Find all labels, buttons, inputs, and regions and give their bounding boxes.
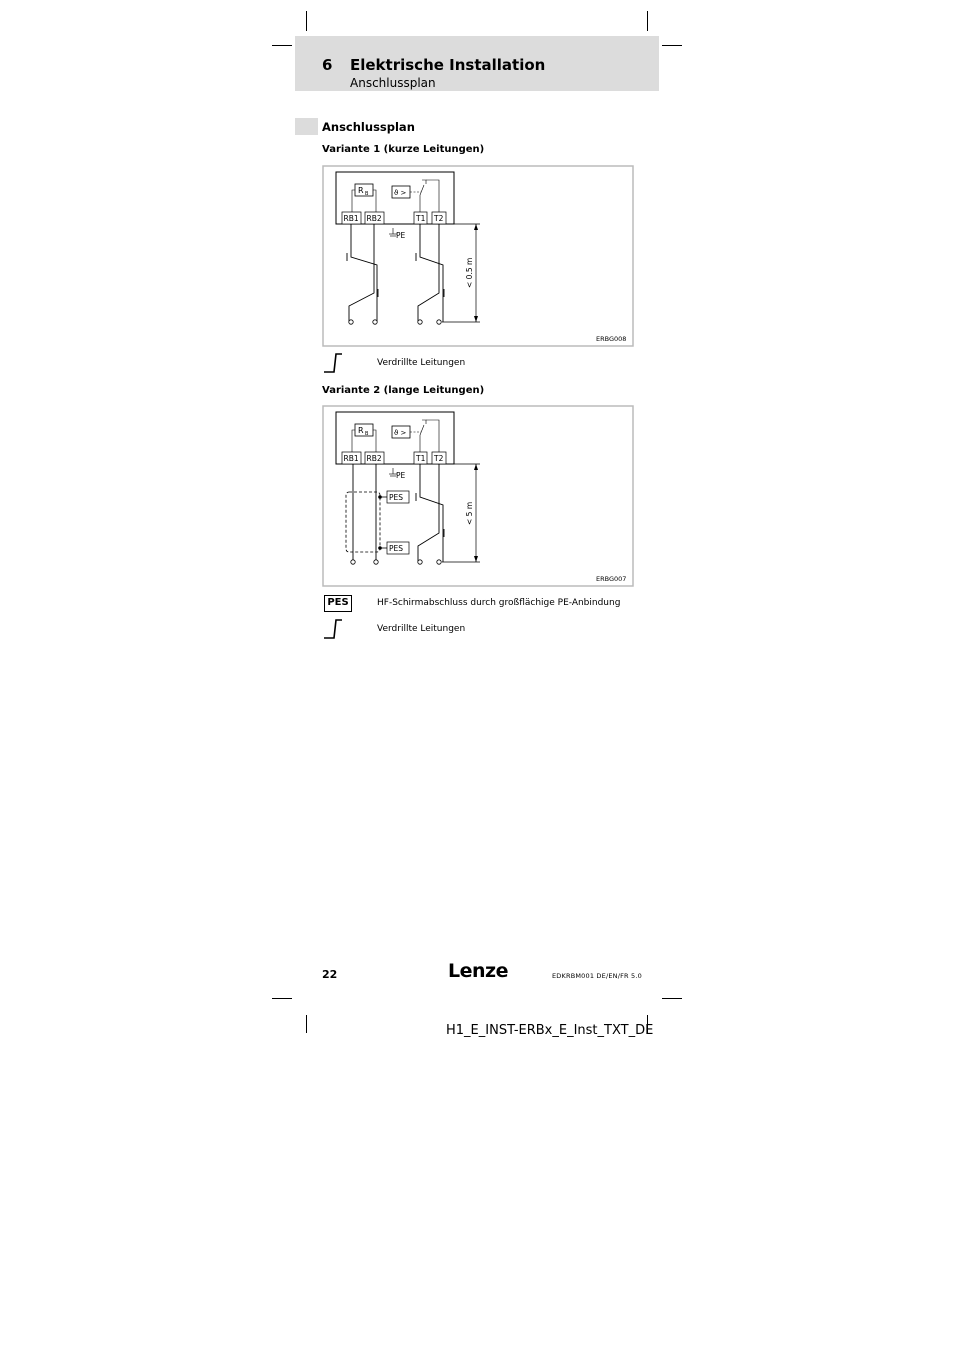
terminal-label: T2 bbox=[434, 214, 444, 223]
twisted-wire-text: Verdrillte Leitungen bbox=[377, 358, 466, 368]
terminal-label: RB2 bbox=[366, 214, 382, 223]
crop-mark bbox=[662, 998, 682, 999]
variant2-title: Variante 2 (lange Leitungen) bbox=[322, 385, 485, 396]
resistor-label: R bbox=[358, 426, 364, 435]
wiring-diagram-variant1 bbox=[322, 165, 634, 348]
crop-mark bbox=[272, 998, 292, 999]
chapter-title: Elektrische Installation bbox=[350, 56, 546, 74]
thermo-label: ϑ > bbox=[394, 189, 407, 197]
section-marker bbox=[295, 118, 318, 135]
file-name: H1_E_INST-ERBx_E_Inst_TXT_DE bbox=[446, 1023, 654, 1038]
chapter-subtitle: Anschlussplan bbox=[350, 76, 436, 90]
resistor-sub: B bbox=[365, 191, 369, 197]
resistor-label: R bbox=[358, 186, 364, 195]
terminal-label: T1 bbox=[416, 214, 426, 223]
figure-code: ERBG007 bbox=[596, 575, 627, 583]
section-title: Anschlussplan bbox=[322, 120, 415, 134]
chapter-number: 6 bbox=[322, 56, 333, 74]
figure-code: ERBG008 bbox=[596, 335, 627, 343]
terminal-label: RB1 bbox=[343, 214, 359, 223]
terminal-label: T1 bbox=[416, 454, 426, 463]
page-number: 22 bbox=[322, 968, 338, 981]
twisted-wire-text: Verdrillte Leitungen bbox=[377, 624, 466, 634]
lenze-logo: Lenze bbox=[448, 960, 508, 982]
cable-shield bbox=[346, 492, 380, 552]
pe-label: PE bbox=[396, 231, 406, 240]
document-code: EDKRBM001 DE/EN/FR 5.0 bbox=[552, 972, 642, 980]
pe-label: PE bbox=[396, 471, 406, 480]
terminal-label: RB1 bbox=[343, 454, 359, 463]
variant1-title: Variante 1 (kurze Leitungen) bbox=[322, 144, 485, 155]
wiring-diagram-variant2 bbox=[322, 405, 634, 588]
twisted-wire-icon bbox=[322, 352, 346, 376]
crop-mark bbox=[272, 45, 292, 46]
terminal-label: T2 bbox=[434, 454, 444, 463]
pes-label: PES bbox=[389, 544, 404, 553]
terminal-label: RB2 bbox=[366, 454, 382, 463]
pes-legend-text: HF-Schirmabschluss durch großflächige PE-Anbindung bbox=[377, 598, 621, 608]
pes-badge: PES bbox=[324, 595, 352, 612]
length-label: < 0.5 m bbox=[465, 257, 474, 288]
twisted-wire-icon bbox=[322, 618, 346, 642]
thermo-label: ϑ > bbox=[394, 429, 407, 437]
pes-label: PES bbox=[389, 493, 404, 502]
resistor-sub: B bbox=[365, 431, 369, 437]
length-label: < 5 m bbox=[465, 501, 474, 525]
crop-mark bbox=[306, 11, 307, 31]
crop-mark bbox=[662, 45, 682, 46]
crop-mark bbox=[647, 11, 648, 31]
crop-mark bbox=[306, 1015, 307, 1033]
